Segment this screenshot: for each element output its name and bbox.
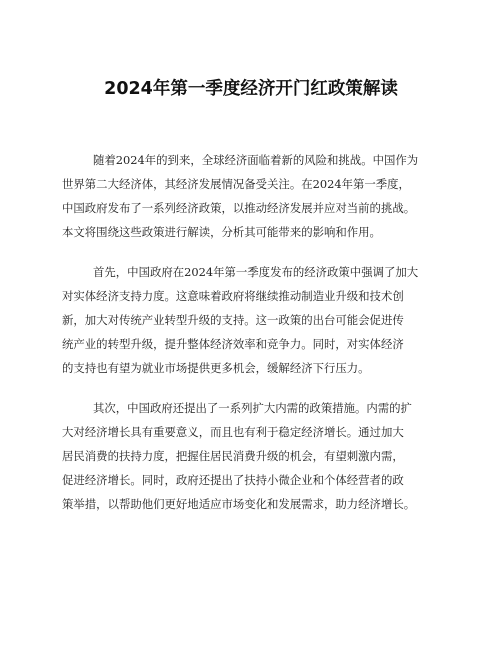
paragraph-3-line-3: 居民消费的扶持力度，把握住居民消费升级的机会，有望刺激内需， — [62, 449, 404, 463]
paragraph-3-line-4: 促进经济增长。同时，政府还提出了扶持小微企业和个体经营者的政 — [62, 473, 404, 487]
paragraph-1-line-2: 世界第二大经济体，其经济发展情况备受关注。在2024年第一季度， — [62, 177, 410, 191]
paragraph-2-line-5: 的支持也有望为就业市场提供更多机会，缓解经济下行压力。 — [62, 361, 370, 375]
paragraph-1-line-3: 中国政府发布了一系列经济政策，以推动经济发展并应对当前的挑战。 — [62, 201, 416, 215]
document-title: 2024年第一季度经济开门红政策解读 — [104, 79, 398, 99]
paragraph-3-line-1: 其次，中国政府还提出了一系列扩大内需的政策措施。内需的扩 — [93, 401, 412, 415]
paragraph-3-line-5: 策举措，以帮助他们更好地适应市场变化和发展需求，助力经济增长。 — [62, 497, 416, 511]
paragraph-2-line-3: 新，加大对传统产业转型升级的支持。这一政策的出台可能会促进传 — [62, 313, 404, 327]
paragraph-2-line-1: 首先，中国政府在2024年第一季度发布的经济政策中强调了加大 — [93, 265, 419, 279]
paragraph-2-line-4: 统产业的转型升级，提升整体经济效率和竞争力。同时，对实体经济 — [62, 337, 404, 351]
paragraph-3-line-2: 大对经济增长具有重要意义，而且也有利于稳定经济增长。通过加大 — [62, 425, 404, 439]
paragraph-1-line-4: 本文将围绕这些政策进行解读，分析其可能带来的影响和作用。 — [62, 225, 381, 239]
paragraph-2-line-2: 对实体经济支持力度。这意味着政府将继续推动制造业升级和技术创 — [62, 289, 404, 303]
paragraph-1-line-1: 随着2024年的到来，全球经济面临着新的风险和挑战。中国作为 — [93, 153, 419, 167]
